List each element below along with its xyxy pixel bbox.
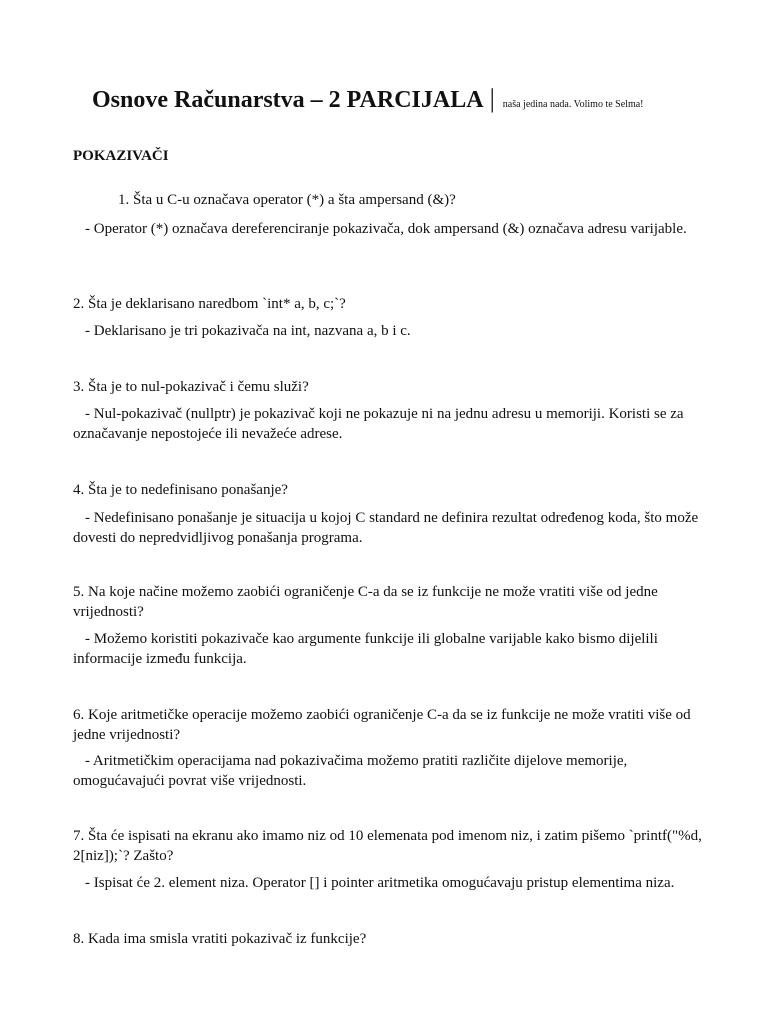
- question-5: 5. Na koje načine možemo zaobići ograničenje C-a da se iz funkcije ne može vratiti više od jedne vrijednosti?: [73, 584, 658, 620]
- answer-5: - Možemo koristiti pokazivače kao argumente funkcije ili globalne varijable kako bismo dijelili informacije između funkcija.: [73, 631, 658, 667]
- title-note: naša jedina nada. Volimo te Selma!: [502, 99, 644, 110]
- question-3: 3. Šta je to nul-pokazivač i čemu služi?: [73, 379, 309, 395]
- answer-1: - Operator (*) označava dereferenciranje pokazivača, dok ampersand (&) označava adresu varijable.: [85, 221, 687, 237]
- question-1: 1. Šta u C-u označava operator (*) a šta ampersand (&)?: [118, 192, 456, 208]
- question-7: 7. Šta će ispisati na ekranu ako imamo niz od 10 elemenata pod imenom niz, i zatim pišemo `printf("%d, 2[niz]);`? Zašto?: [73, 828, 702, 864]
- section-heading: POKAZIVAČI: [73, 148, 169, 164]
- answer-4: - Nedefinisano ponašanje je situacija u kojoj C standard ne definira rezultat određenog koda, što može dovesti do nepredvidljivog ponašanja programa.: [73, 510, 699, 546]
- title-main: Osnove Računarstva – 2 PARCIJALA: [92, 87, 484, 113]
- question-6: 6. Koje aritmetičke operacije možemo zaobići ograničenje C-a da se iz funkcije ne može vratiti više od jedne vrijednosti?: [73, 707, 691, 743]
- question-8: 8. Kada ima smisla vratiti pokazivač iz funkcije?: [73, 931, 367, 947]
- title-separator: |: [489, 84, 495, 113]
- question-2: 2. Šta je deklarisano naredbom `int* a, b, c;`?: [73, 296, 346, 312]
- answer-6: - Aritmetičkim operacijama nad pokazivačima možemo pratiti različite dijelove memorije, omogućavajući povrat više vrijednosti.: [73, 753, 628, 789]
- answer-3: - Nul-pokazivač (nullptr) je pokazivač koji ne pokazuje ni na jednu adresu u memoriji. Koristi se za označavanje nepostojeće ili nevažeće adrese.: [73, 406, 684, 442]
- answer-7: - Ispisat će 2. element niza. Operator [] i pointer aritmetika omogućavaju pristup elementima niza.: [85, 875, 675, 891]
- question-4: 4. Šta je to nedefinisano ponašanje?: [73, 482, 288, 498]
- document-title: [92, 84, 644, 114]
- answer-2: - Deklarisano je tri pokazivača na int, nazvana a, b i c.: [85, 323, 411, 339]
